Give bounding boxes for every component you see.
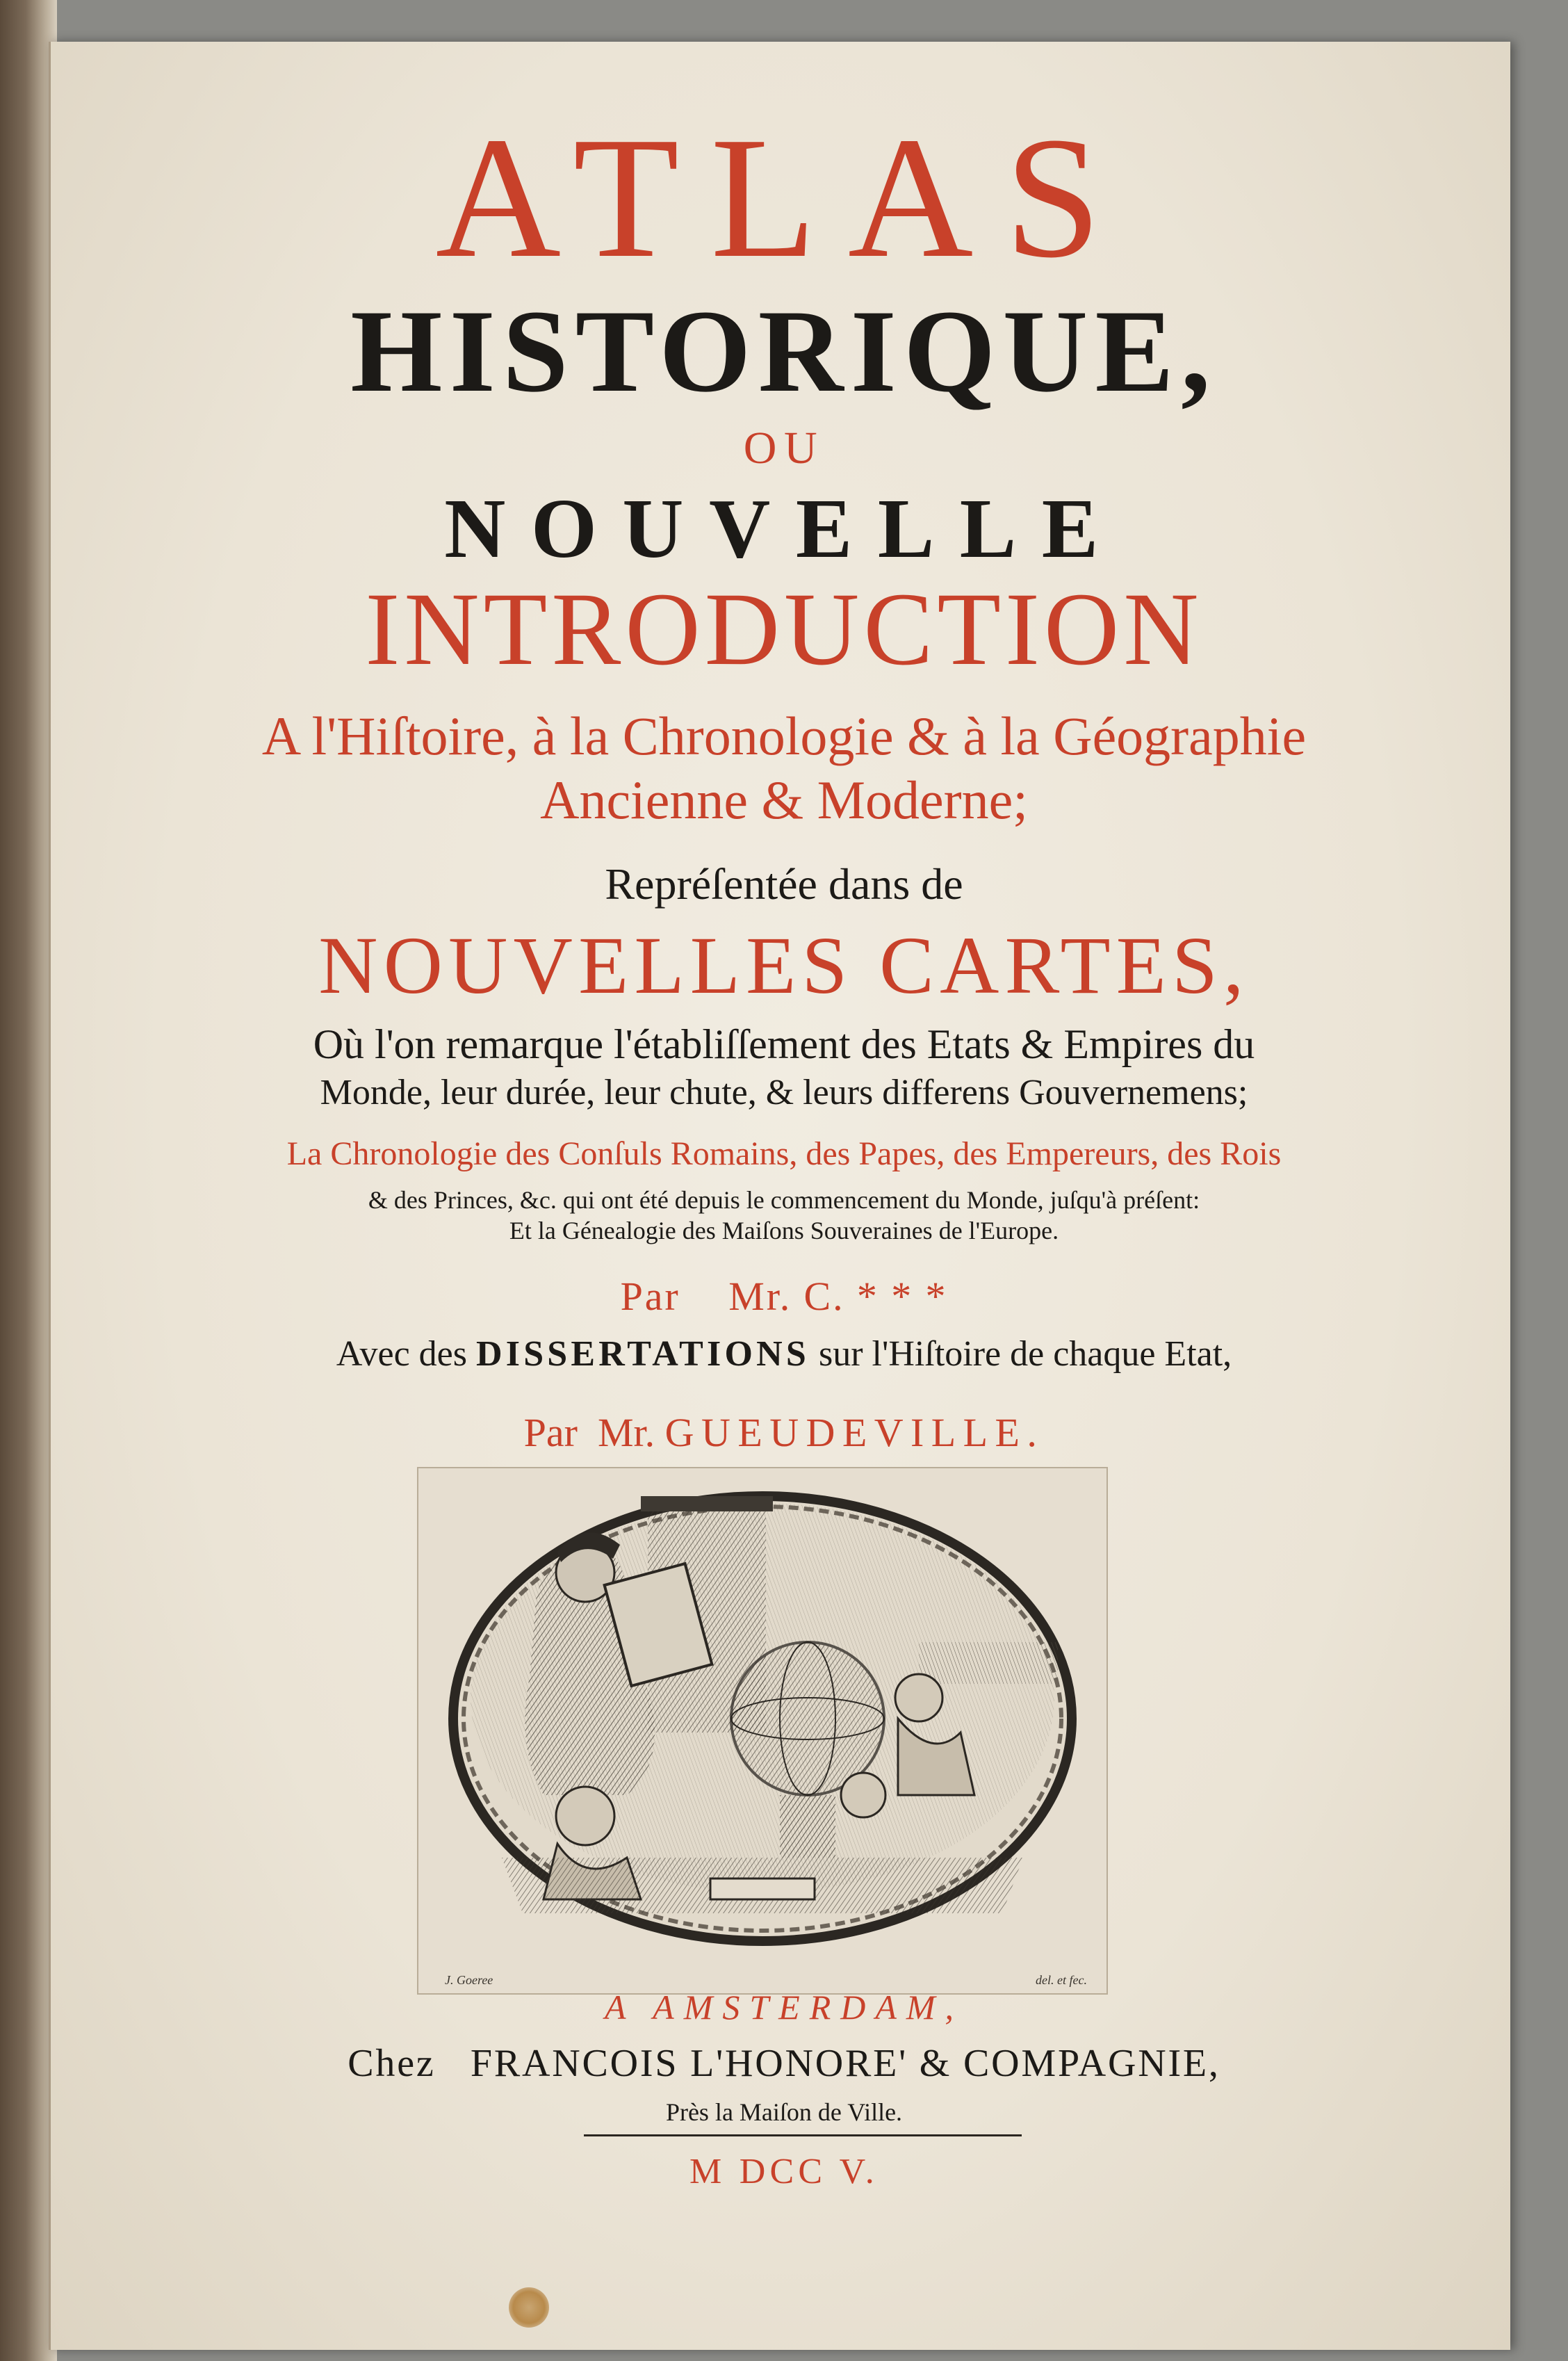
author-line-1 (0, 1276, 1568, 1317)
author-par-2: Par (523, 1410, 578, 1455)
description-line-2: Monde, leur durée, leur chute, & leurs differens Gouvernemens; (320, 1073, 1248, 1112)
subtitle-representee-line: Repréſentée dans de (605, 859, 963, 909)
dissertations-word: DISSERTATIONS (476, 1334, 810, 1374)
imprint-publisher: FRANCOIS L'HONORE' & COMPAGNIE, (470, 2042, 1220, 2085)
imprint-divider (584, 2134, 1022, 2136)
imprint-chez: Chez (348, 2042, 436, 2085)
subtitle-ancienne-line: Ancienne & Moderne; (540, 770, 1028, 830)
avec-suffix: sur l'Hiſtoire de chaque Etat, (819, 1334, 1232, 1374)
title-historique: HISTORIQUE, (350, 286, 1218, 416)
description-line-4: & des Princes, &c. qui ont été depuis le commencement du Monde, juſqu'à préſent: (368, 1186, 1200, 1214)
cherub-right (895, 1674, 942, 1721)
title-atlas: ATLAS (435, 102, 1133, 294)
description-line-3: La Chronologie des Conſuls Romains, des Papes, des Empereurs, des Rois (286, 1135, 1282, 1172)
description-line-5: Et la Génealogie des Maiſons Souveraines de l'Europe. (509, 1217, 1059, 1244)
title-introduction: INTRODUCTION (365, 571, 1203, 687)
imprint-year: M DCC V. (689, 2152, 879, 2191)
title-ou: OU (743, 423, 825, 473)
author-par-1: Par (620, 1274, 680, 1319)
author-line-2 (0, 1410, 1568, 1455)
imprint-address: Près la Maiſon de Ville. (665, 2098, 903, 2126)
imprint-publisher-line (0, 2044, 1568, 2083)
imprint-city: A AMSTERDAM, (604, 1988, 964, 2027)
subtitle-nouvelles-cartes: NOUVELLES CARTES, (318, 920, 1250, 1011)
author-name-1: Mr. C. * * * (728, 1274, 948, 1319)
title-nouvelle: NOUVELLE (444, 482, 1124, 576)
author-name-2: GUEUDEVILLE. (664, 1410, 1045, 1455)
engraved-vignette (417, 1467, 1108, 1995)
cherub-left (556, 1787, 614, 1845)
engraver-signature-left: J. Goeree (445, 1973, 493, 1987)
description-line-1: Où l'on remarque l'établiſſement des Etats & Empires du (313, 1021, 1255, 1067)
paper-stain (509, 2287, 549, 2328)
vignette-engraving (418, 1468, 1106, 1993)
subtitle-histoire-line: A l'Hiſtoire, à la Chronologie & à la Géographie (261, 706, 1307, 766)
dissertations-line (0, 1336, 1568, 1372)
avec-des: Avec des (336, 1334, 467, 1374)
author-mr-2: Mr. (597, 1410, 655, 1455)
engraver-signature-right: del. et fec. (1036, 1973, 1087, 1987)
